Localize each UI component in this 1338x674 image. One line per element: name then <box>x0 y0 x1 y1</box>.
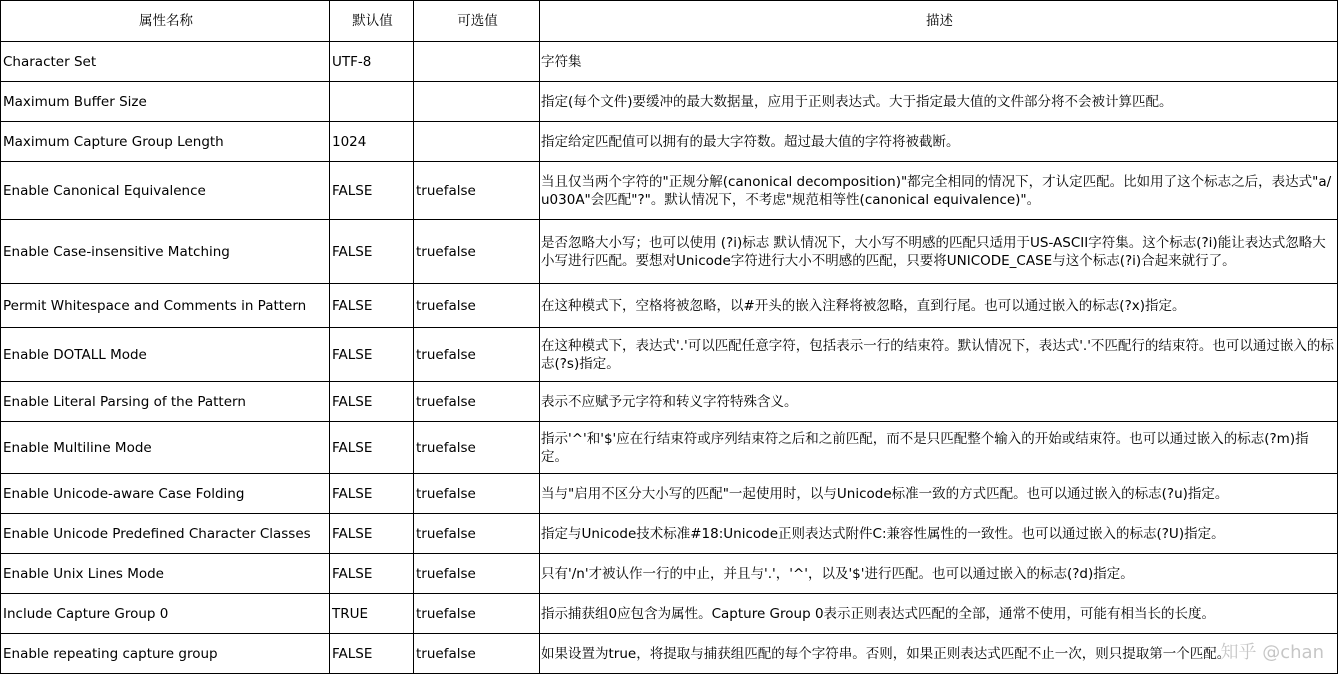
cell-options: truefalse <box>414 422 540 474</box>
cell-description: 指定与Unicode技术标准#18:Unicode正则表达式附件C:兼容性属性的一致性。也可以通过嵌入的标志(?U)指定。 <box>540 514 1338 554</box>
cell-default: FALSE <box>330 422 414 474</box>
table-row <box>1 82 1338 122</box>
cell-options: truefalse <box>414 474 540 514</box>
header-options: 可选值 <box>414 1 540 42</box>
cell-name: Enable Case-insensitive Matching <box>1 220 330 284</box>
cell-options <box>414 82 540 122</box>
cell-options: truefalse <box>414 162 540 220</box>
cell-description: 只有'/n'才被认作一行的中止，并且与'.'，'^'，以及'$'进行匹配。也可以通过嵌入的标志(?d)指定。 <box>540 554 1338 594</box>
cell-default: TRUE <box>330 594 414 634</box>
table-row <box>1 474 1338 514</box>
header-description: 描述 <box>540 1 1338 42</box>
table-row <box>1 554 1338 594</box>
cell-name: Maximum Capture Group Length <box>1 122 330 162</box>
cell-default <box>330 82 414 122</box>
cell-default: FALSE <box>330 328 414 382</box>
cell-name: Character Set <box>1 42 330 82</box>
cell-name: Enable Unicode Predefined Character Classes <box>1 514 330 554</box>
cell-name: Enable DOTALL Mode <box>1 328 330 382</box>
cell-description: 字符集 <box>540 42 1338 82</box>
cell-default: UTF-8 <box>330 42 414 82</box>
header-name: 属性名称 <box>1 1 330 42</box>
cell-name: Enable Canonical Equivalence <box>1 162 330 220</box>
cell-default: 1024 <box>330 122 414 162</box>
cell-description: 在这种模式下，表达式'.'可以匹配任意字符，包括表示一行的结束符。默认情况下，表达式'.'不匹配行的结束符。也可以通过嵌入的标志(?s)指定。 <box>540 328 1338 382</box>
cell-default: FALSE <box>330 382 414 422</box>
table-row <box>1 284 1338 328</box>
cell-options: truefalse <box>414 514 540 554</box>
cell-default: FALSE <box>330 634 414 674</box>
cell-options: truefalse <box>414 220 540 284</box>
cell-default: FALSE <box>330 284 414 328</box>
header-default: 默认值 <box>330 1 414 42</box>
header-row <box>1 1 1338 42</box>
cell-name: Include Capture Group 0 <box>1 594 330 634</box>
table-row <box>1 594 1338 634</box>
cell-description: 当且仅当两个字符的"正规分解(canonical decomposition)"都完全相同的情况下，才认定匹配。比如用了这个标志之后，表达式"a/u030A"会匹配"?"。默认情况下，不考虑"规范相等性(canonical equivalence)"。 <box>540 162 1338 220</box>
table-row <box>1 162 1338 220</box>
table-row <box>1 122 1338 162</box>
cell-description: 表示不应赋予元字符和转义字符特殊含义。 <box>540 382 1338 422</box>
table-row <box>1 42 1338 82</box>
cell-options: truefalse <box>414 328 540 382</box>
cell-default: FALSE <box>330 474 414 514</box>
cell-description: 指定给定匹配值可以拥有的最大字符数。超过最大值的字符将被截断。 <box>540 122 1338 162</box>
cell-name: Enable Multiline Mode <box>1 422 330 474</box>
cell-description: 是否忽略大小写；也可以使用 (?i)标志 默认情况下，大小写不明感的匹配只适用于US-ASCII字符集。这个标志(?i)能让表达式忽略大小写进行匹配。要想对Unicode字符进行大小不明感的匹配，只要将UNICODE_CASE与这个标志(?i)合起来就行了。 <box>540 220 1338 284</box>
cell-options <box>414 42 540 82</box>
cell-description: 指定(每个文件)要缓冲的最大数据量，应用于正则表达式。大于指定最大值的文件部分将不会被计算匹配。 <box>540 82 1338 122</box>
cell-description: 指示'^'和'$'应在行结束符或序列结束符之后和之前匹配，而不是只匹配整个输入的开始或结束符。也可以通过嵌入的标志(?m)指定。 <box>540 422 1338 474</box>
cell-default: FALSE <box>330 514 414 554</box>
watermark: 知乎 @chan <box>1221 638 1324 664</box>
table-row <box>1 328 1338 382</box>
cell-options: truefalse <box>414 634 540 674</box>
cell-description: 如果设置为true，将提取与捕获组匹配的每个字符串。否则，如果正则表达式匹配不止一次，则只提取第一个匹配。 <box>540 634 1338 674</box>
cell-default: FALSE <box>330 162 414 220</box>
table-row <box>1 422 1338 474</box>
cell-description: 指示捕获组0应包含为属性。Capture Group 0表示正则表达式匹配的全部，通常不使用，可能有相当长的长度。 <box>540 594 1338 634</box>
cell-name: Enable Unicode-aware Case Folding <box>1 474 330 514</box>
cell-name: Enable Unix Lines Mode <box>1 554 330 594</box>
table-row <box>1 382 1338 422</box>
cell-default: FALSE <box>330 554 414 594</box>
cell-options: truefalse <box>414 284 540 328</box>
table-row <box>1 514 1338 554</box>
table-row <box>1 634 1338 674</box>
cell-name: Permit Whitespace and Comments in Pattern <box>1 284 330 328</box>
cell-default: FALSE <box>330 220 414 284</box>
cell-description: 在这种模式下，空格将被忽略，以#开头的嵌入注释将被忽略，直到行尾。也可以通过嵌入的标志(?x)指定。 <box>540 284 1338 328</box>
cell-options: truefalse <box>414 594 540 634</box>
cell-options: truefalse <box>414 382 540 422</box>
cell-description: 当与"启用不区分大小写的匹配"一起使用时，以与Unicode标准一致的方式匹配。也可以通过嵌入的标志(?u)指定。 <box>540 474 1338 514</box>
cell-name: Enable repeating capture group <box>1 634 330 674</box>
cell-name: Enable Literal Parsing of the Pattern <box>1 382 330 422</box>
cell-options <box>414 122 540 162</box>
cell-name: Maximum Buffer Size <box>1 82 330 122</box>
cell-options: truefalse <box>414 554 540 594</box>
table-row <box>1 220 1338 284</box>
